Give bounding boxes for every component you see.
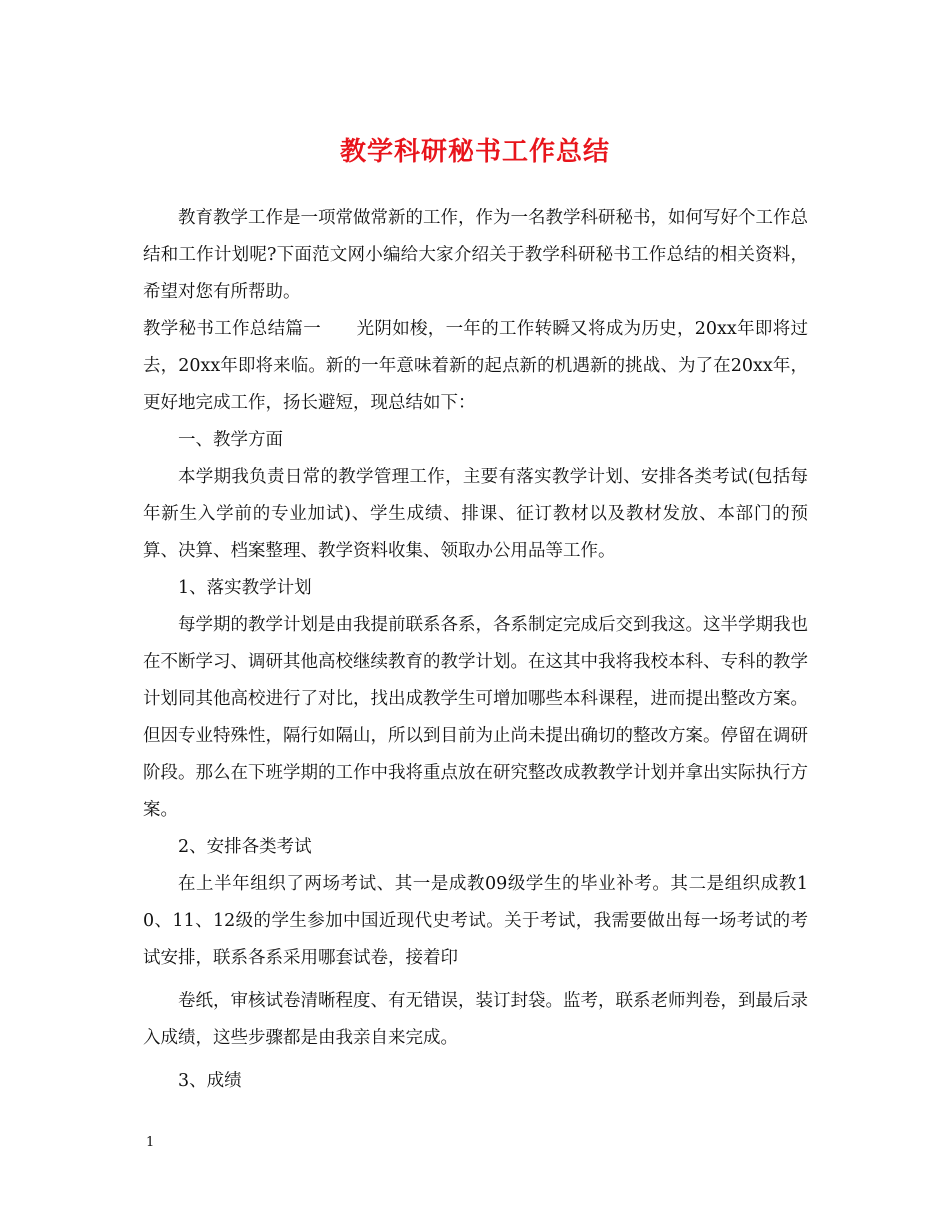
exams-paragraph-continued: 卷纸，审核试卷清晰程度、有无错误，装订封袋。监考，联系老师判卷，到最后录入成绩，这些步骤都是由我亲自来完成。 xyxy=(143,991,808,1048)
heading-teaching: 一、教学方面 xyxy=(178,430,283,450)
heading-teaching-plan: 1、落实教学计划 xyxy=(178,578,312,598)
intro-paragraph: 教育教学工作是一项常做常新的工作，作为一名教学科研秘书，如何写好个工作总结和工作计划呢?下面范文网小编给大家介绍关于教学科研秘书工作总结的相关资料，希望对您有所帮助。 xyxy=(143,208,808,302)
teaching-management-paragraph: 本学期我负责日常的教学管理工作，主要有落实教学计划、安排各类考试(包括每年新生入学前的专业加试)、学生成绩、排课、征订教材以及教材发放、本部门的预算、决算、档案整理、教学资料收集、领取办公用品等工作。 xyxy=(143,467,808,561)
heading-exams: 2、安排各类考试 xyxy=(178,837,312,857)
exams-paragraph: 在上半年组织了两场考试、其一是成教09级学生的毕业补考。其二是组织成教10、11、12级的学生参加中国近现代史考试。关于考试，我需要做出每一场考试的考试安排，联系各系采用哪套试卷，接着印 xyxy=(143,874,808,968)
page-number: 1 xyxy=(146,1135,155,1150)
heading-grades: 3、成绩 xyxy=(178,1071,242,1091)
document-body xyxy=(143,200,808,1100)
section-summary-paragraph: 教学秘书工作总结篇一 光阴如梭，一年的工作转瞬又将成为历史，20xx年即将过去，20xx年即将来临。新的一年意味着新的起点新的机遇新的挑战、为了在20xx年，更好地完成工作，扬长避短，现总结如下： xyxy=(143,319,808,413)
teaching-plan-paragraph: 每学期的教学计划是由我提前联系各系，各系制定完成后交到我这。这半学期我也在不断学习、调研其他高校继续教育的教学计划。在这其中我将我校本科、专科的教学计划同其他高校进行了对比，找出成教学生可增加哪些本科课程，进而提出整改方案。但因专业特殊性，隔行如隔山，所以到目前为止尚未提出确切的整改方案。停留在调研阶段。那么在下班学期的工作中我将重点放在研究整改成教教学计划并拿出实际执行方案。 xyxy=(143,615,808,820)
document-title: 教学科研秘书工作总结 xyxy=(339,137,610,167)
